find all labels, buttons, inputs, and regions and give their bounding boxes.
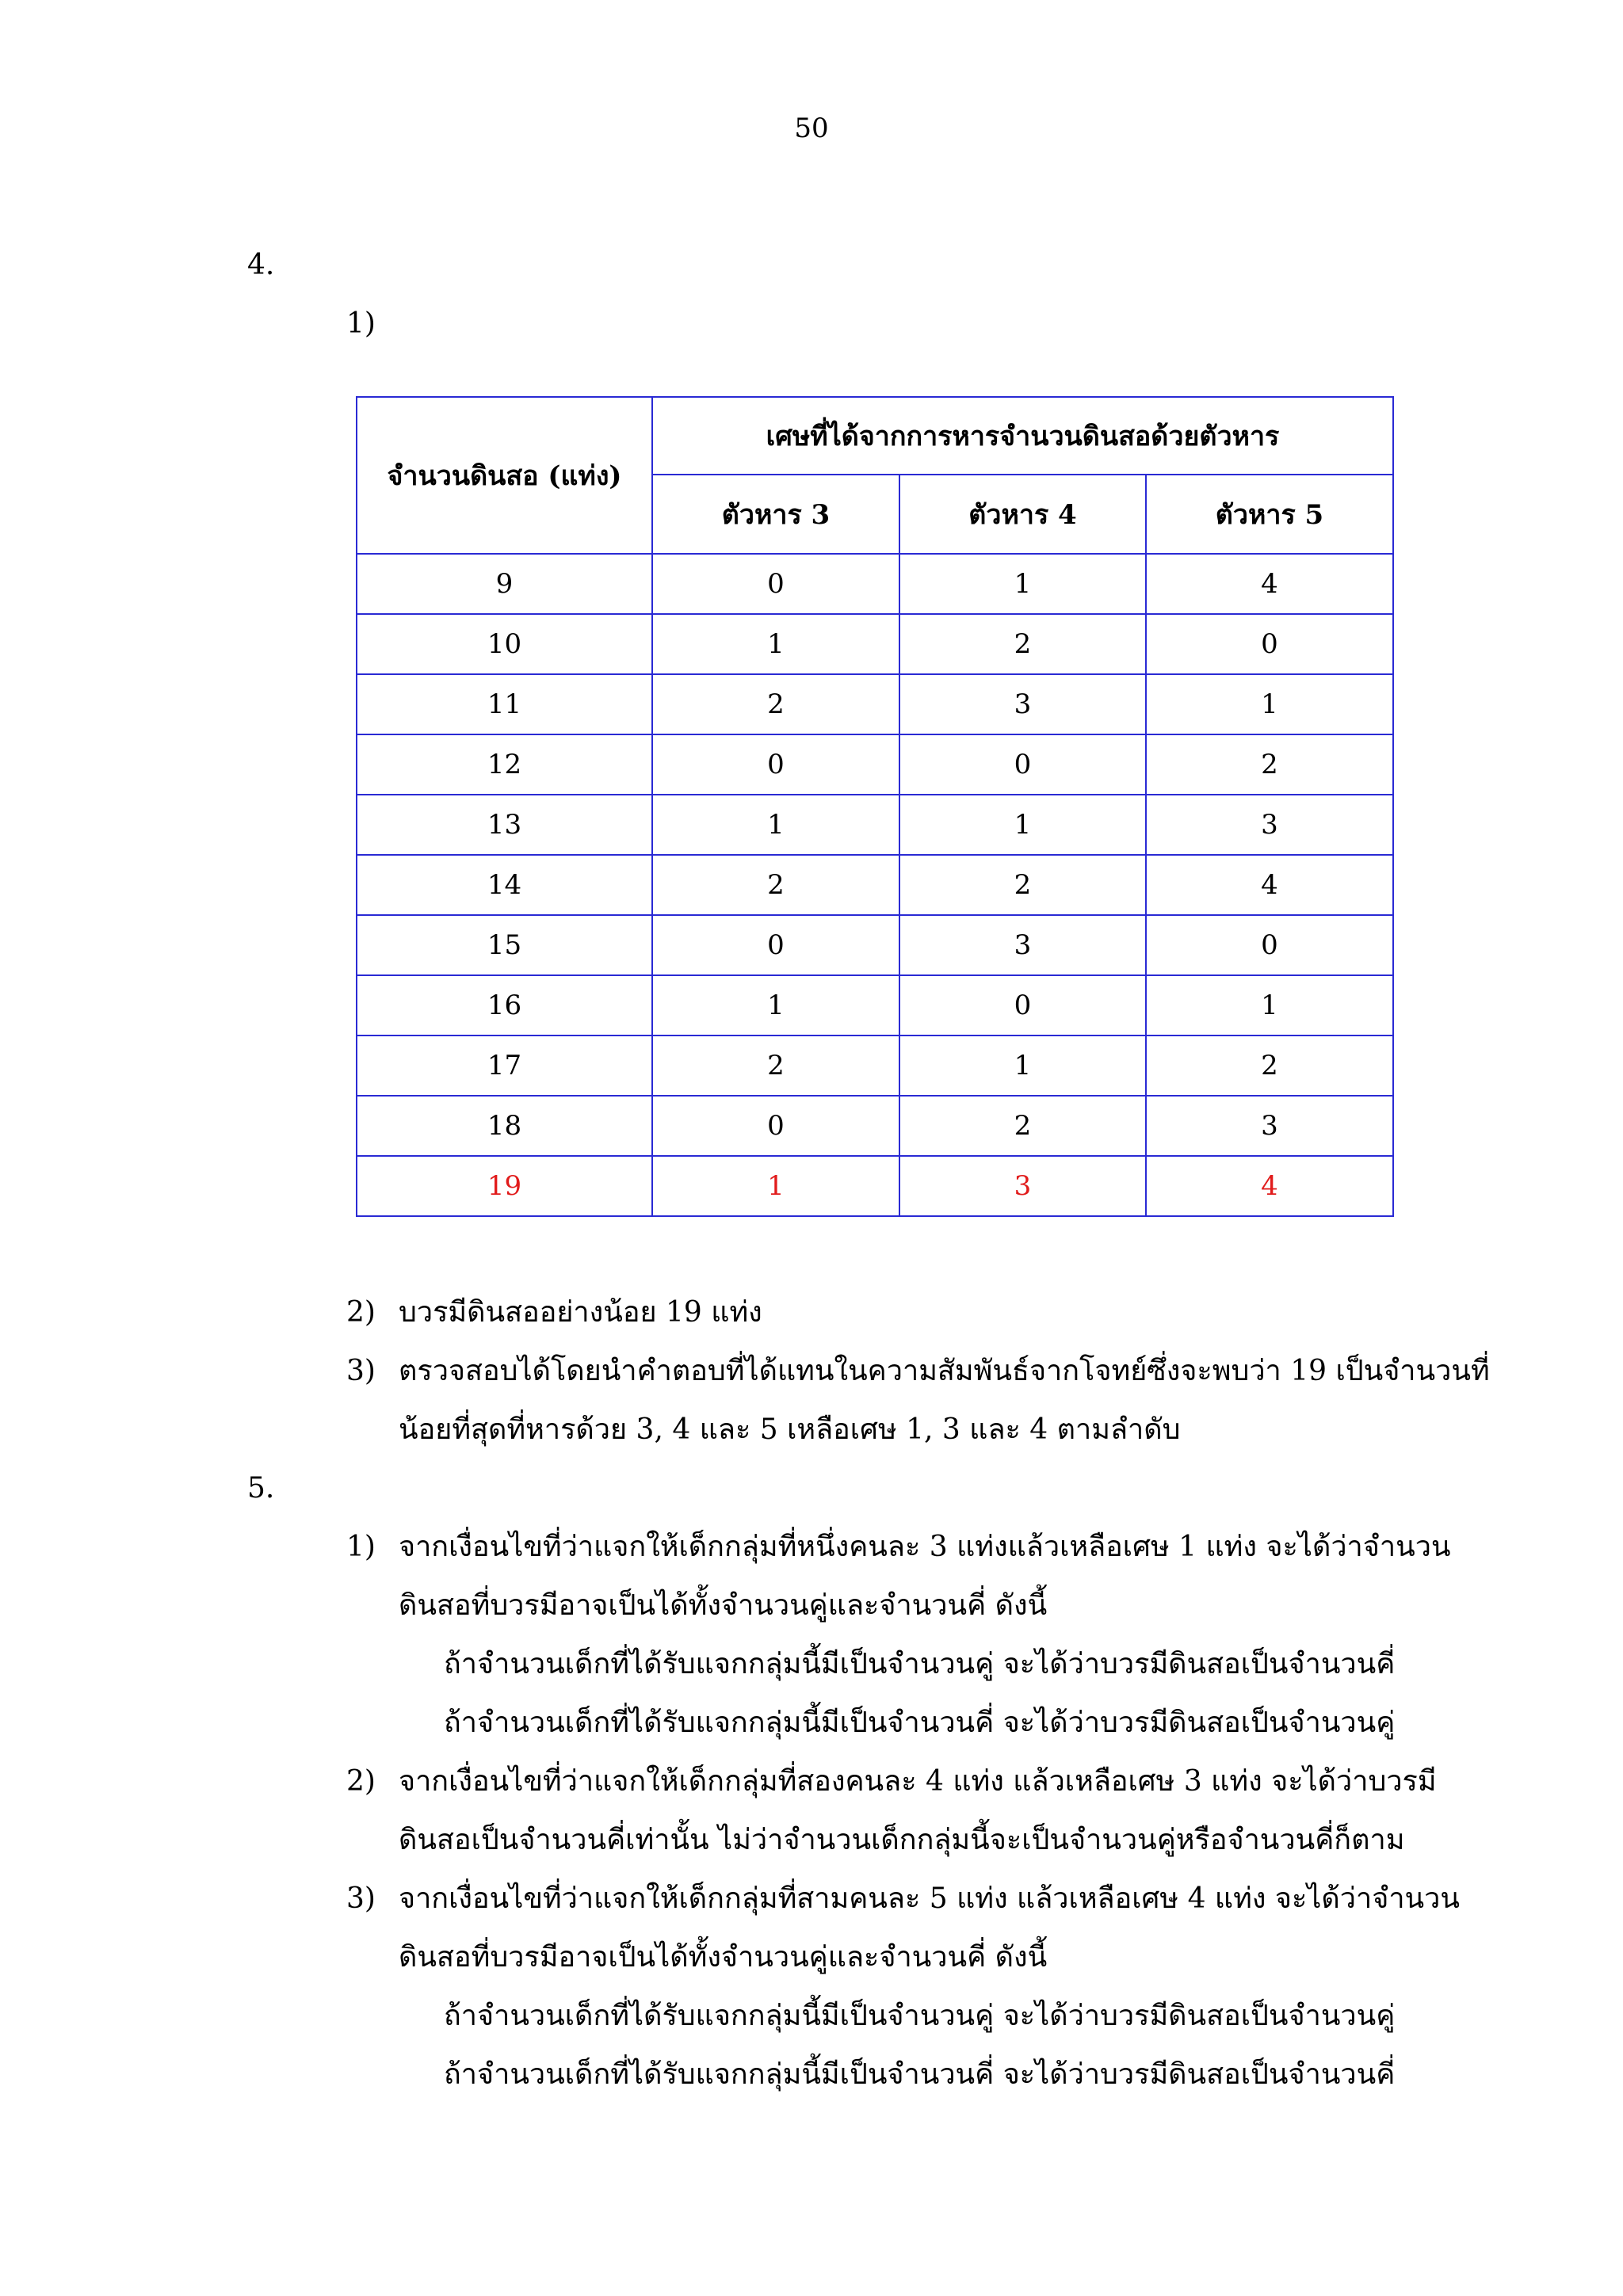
remainder-div-5-cell: 4 (1146, 1156, 1393, 1216)
table-row (357, 1035, 1393, 1096)
remainder-div-4-cell: 2 (899, 855, 1146, 915)
remainder-div-4-cell: 0 (899, 975, 1146, 1035)
header-divisor-5: ตัวหาร 5 (1146, 475, 1393, 554)
section-4-item-3-line-1: ตรวจสอบได้โดยนำคำตอบที่ได้แทนในความสัมพันธ์จากโจทย์ซึ่งจะพบว่า 19 เป็นจำนวนที่ (399, 1355, 1490, 1387)
remainder-div-3-cell: 2 (652, 855, 899, 915)
table-header-row (357, 397, 1393, 475)
remainder-div-3-cell: 1 (652, 975, 899, 1035)
remainder-div-4-cell: 3 (899, 674, 1146, 734)
section-5-item-2-label: 2) (346, 1765, 376, 1798)
section-4-item-2-text: บวรมีดินสออย่างน้อย 19 แท่ง (399, 1296, 762, 1329)
remainder-div-3-cell: 0 (652, 554, 899, 614)
section-4-item-1-label: 1) (346, 307, 376, 340)
page-number: 50 (794, 113, 829, 144)
table-row (357, 795, 1393, 855)
remainder-div-4-cell: 1 (899, 1035, 1146, 1096)
remainder-div-3-cell: 0 (652, 734, 899, 795)
remainder-div-4-cell: 2 (899, 614, 1146, 674)
remainder-div-5-cell: 1 (1146, 975, 1393, 1035)
remainder-div-3-cell: 1 (652, 1156, 899, 1216)
section-5-item-1-line-4: ถ้าจำนวนเด็กที่ได้รับแจกกลุ่มนี้มีเป็นจำนวนคี่ จะได้ว่าบวรมีดินสอเป็นจำนวนคู่ (444, 1707, 1396, 1739)
remainder-div-5-cell: 2 (1146, 1035, 1393, 1096)
section-4-item-3-label: 3) (346, 1355, 376, 1387)
header-pencil-count: จำนวนดินสอ (แท่ง) (357, 397, 652, 554)
table-row (357, 1096, 1393, 1156)
section-5-item-3-line-4: ถ้าจำนวนเด็กที่ได้รับแจกกลุ่มนี้มีเป็นจำนวนคี่ จะได้ว่าบวรมีดินสอเป็นจำนวนคี่ (444, 2058, 1396, 2091)
section-5-item-1-line-2: ดินสอที่บวรมีอาจเป็นได้ทั้งจำนวนคู่และจำนวนคี่ ดังนี้ (399, 1589, 1048, 1622)
remainder-div-3-cell: 2 (652, 1035, 899, 1096)
pencil-count-cell: 11 (357, 674, 652, 734)
remainder-div-5-cell: 1 (1146, 674, 1393, 734)
pencil-count-cell: 9 (357, 554, 652, 614)
remainder-div-4-cell: 3 (899, 915, 1146, 975)
section-5-item-3-line-3: ถ้าจำนวนเด็กที่ได้รับแจกกลุ่มนี้มีเป็นจำนวนคู่ จะได้ว่าบวรมีดินสอเป็นจำนวนคู่ (444, 2000, 1396, 2032)
remainder-div-5-cell: 3 (1146, 795, 1393, 855)
section-4-label: 4. (247, 249, 275, 281)
section-5-item-2-line-2: ดินสอเป็นจำนวนคี่เท่านั้น ไม่ว่าจำนวนเด็กกลุ่มนี้จะเป็นจำนวนคู่หรือจำนวนคี่ก็ตาม (399, 1824, 1405, 1856)
header-divisor-4: ตัวหาร 4 (899, 475, 1146, 554)
remainder-div-5-cell: 4 (1146, 554, 1393, 614)
section-5-item-3-label: 3) (346, 1882, 376, 1915)
table-row (357, 915, 1393, 975)
remainder-div-5-cell: 3 (1146, 1096, 1393, 1156)
pencil-count-cell: 12 (357, 734, 652, 795)
pencil-count-cell: 19 (357, 1156, 652, 1216)
remainder-div-4-cell: 2 (899, 1096, 1146, 1156)
table-row (357, 674, 1393, 734)
pencil-count-cell: 13 (357, 795, 652, 855)
pencil-count-cell: 16 (357, 975, 652, 1035)
section-5-item-1-label: 1) (346, 1531, 376, 1563)
table-row (357, 855, 1393, 915)
remainder-div-3-cell: 0 (652, 915, 899, 975)
section-4-item-2-label: 2) (346, 1296, 376, 1329)
pencil-count-cell: 10 (357, 614, 652, 674)
table-row (357, 734, 1393, 795)
pencil-count-cell: 17 (357, 1035, 652, 1096)
table-row (357, 554, 1393, 614)
remainder-div-3-cell: 2 (652, 674, 899, 734)
remainder-div-3-cell: 1 (652, 614, 899, 674)
remainder-div-5-cell: 4 (1146, 855, 1393, 915)
remainder-div-4-cell: 1 (899, 795, 1146, 855)
section-5-label: 5. (247, 1472, 275, 1505)
table-row (357, 614, 1393, 674)
section-5-item-1-line-3: ถ้าจำนวนเด็กที่ได้รับแจกกลุ่มนี้มีเป็นจำนวนคู่ จะได้ว่าบวรมีดินสอเป็นจำนวนคี่ (444, 1648, 1396, 1680)
section-5-item-2-line-1: จากเงื่อนไขที่ว่าแจกให้เด็กกลุ่มที่สองคนละ 4 แท่ง แล้วเหลือเศษ 3 แท่ง จะได้ว่าบวรมี (399, 1765, 1437, 1798)
table-row (357, 1156, 1393, 1216)
remainder-div-5-cell: 0 (1146, 915, 1393, 975)
pencil-count-cell: 14 (357, 855, 652, 915)
table-row (357, 975, 1393, 1035)
header-divisor-3: ตัวหาร 3 (652, 475, 899, 554)
remainder-div-4-cell: 0 (899, 734, 1146, 795)
remainder-div-3-cell: 0 (652, 1096, 899, 1156)
remainder-div-5-cell: 2 (1146, 734, 1393, 795)
pencil-count-cell: 15 (357, 915, 652, 975)
section-5-item-1-line-1: จากเงื่อนไขที่ว่าแจกให้เด็กกลุ่มที่หนึ่งคนละ 3 แท่งแล้วเหลือเศษ 1 แท่ง จะได้ว่าจำนวน (399, 1531, 1451, 1563)
section-4-item-3-line-2: น้อยที่สุดที่หารด้วย 3, 4 และ 5 เหลือเศษ 1, 3 และ 4 ตามลำดับ (399, 1413, 1181, 1446)
remainder-div-5-cell: 0 (1146, 614, 1393, 674)
remainder-div-4-cell: 1 (899, 554, 1146, 614)
section-5-item-3-line-1: จากเงื่อนไขที่ว่าแจกให้เด็กกลุ่มที่สามคนละ 5 แท่ง แล้วเหลือเศษ 4 แท่ง จะได้ว่าจำนวน (399, 1882, 1460, 1915)
header-remainder-group: เศษที่ได้จากการหารจำนวนดินสอด้วยตัวหาร (652, 397, 1393, 475)
remainder-div-3-cell: 1 (652, 795, 899, 855)
section-5-item-3-line-2: ดินสอที่บวรมีอาจเป็นได้ทั้งจำนวนคู่และจำนวนคี่ ดังนี้ (399, 1941, 1048, 1974)
pencil-count-cell: 18 (357, 1096, 652, 1156)
remainder-table (356, 396, 1394, 1217)
remainder-div-4-cell: 3 (899, 1156, 1146, 1216)
